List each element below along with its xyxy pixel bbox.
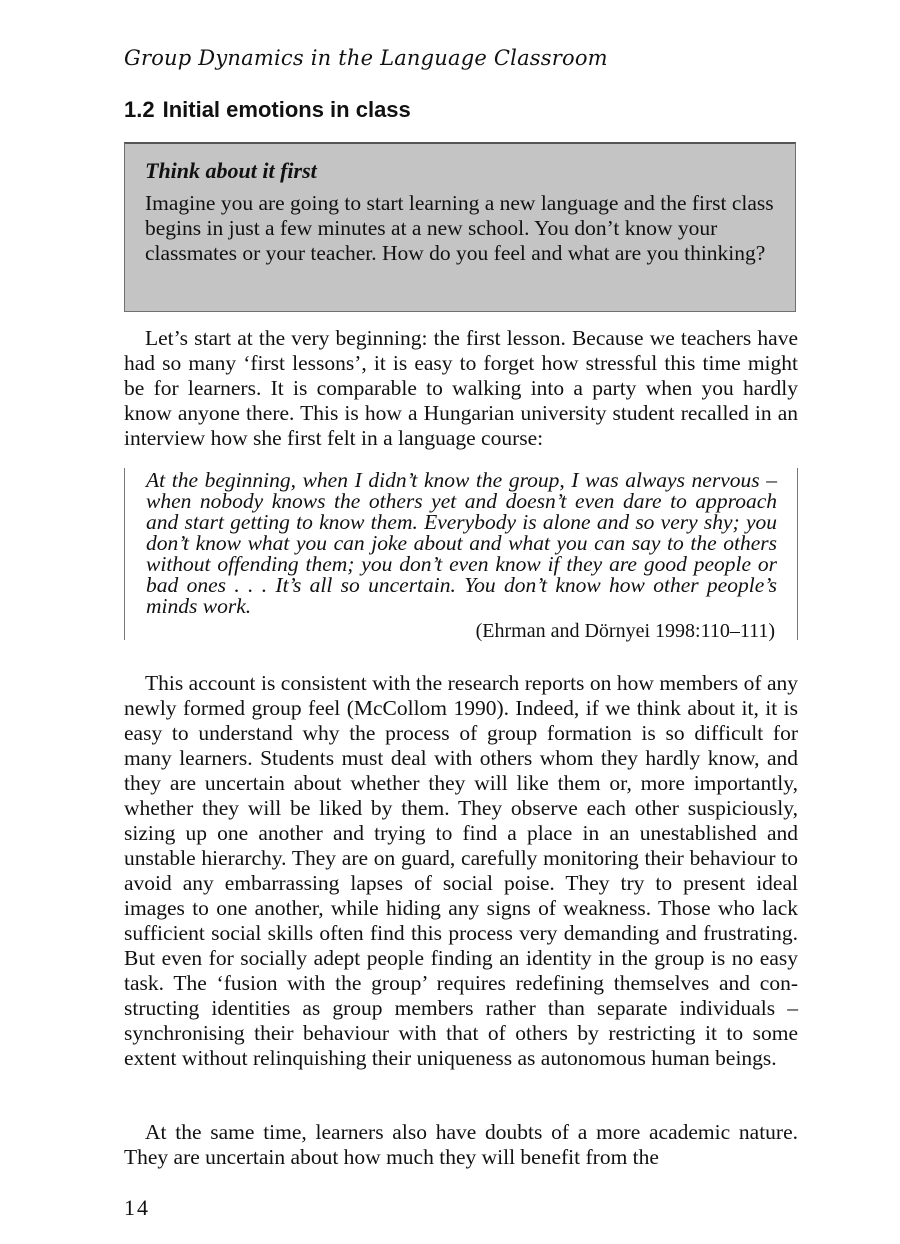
- paragraph-3: At the same time, learners also have doubts of a more academic nature. They are uncertain about how much they will benefit from the: [124, 1120, 798, 1169]
- quote-citation: (Ehrman and Dörnyei 1998:110–111): [475, 620, 775, 642]
- page-number: 14: [124, 1195, 150, 1220]
- think-about-it-box: [124, 142, 796, 312]
- paragraph-2: This account is consistent with the research reports on how members of any newly formed group feel (McCollom 1990). Indeed, if we think about it, it is easy to understand why the process of group formation is so difficult for many learners. Students must deal with others whom they hardly know, and they are uncertain about whether they will like them or, more importantly, whether they will be liked by them. They observe each other suspiciously, sizing up one another and trying to find a place in an unestablished and unstable hierarchy. They are on guard, carefully monitoring their behaviour to avoid any embarrassing lapses of social poise. They try to present ideal images to one another, while hiding any signs of weakness. Those who lack sufficient social skills often find this process very demanding and frustrating. But even for socially adept people finding an identity in the group is no easy task. The ‘fusion with the group’ requires redefining themselves and constructing identities as group members rather than separate individuals – synchronising their behaviour with that of others by restricting it to some extent without relinquishing their uniqueness as autonomous human beings.: [124, 671, 798, 1070]
- section-number: 1.2: [124, 97, 155, 122]
- section-heading: [124, 97, 411, 123]
- quote-text: At the beginning, when I didn’t know the group, I was always nervous – when nobody knows the others yet and doesn’t even dare to approach and start getting to know them. Everybody is alone and so very shy; you don’t know what you can joke about and what you can say to the others without offending them; you don’t even know if they are good people or bad ones . . . It’s all so uncertain. You don’t know how other people’s minds work.: [146, 468, 777, 618]
- think-box-text: Imagine you are going to start learning a new language and the first class begins in just a few minutes at a new school. You don’t know your classmates or your teacher. How do you feel and what are you thinking?: [145, 191, 774, 265]
- running-head: Group Dynamics in the Language Classroom: [124, 46, 608, 70]
- section-title: Initial emotions in class: [162, 97, 411, 122]
- interview-quote: [124, 468, 798, 640]
- paragraph-1: Let’s start at the very beginning: the first lesson. Because we teachers have had so many ‘first lessons’, it is easy to forget how stressful this time might be for learners. It is comparable to walking into a party when you hardly know anyone there. This is how a Hungarian university student recalled in an interview how she first felt in a language course:: [124, 326, 798, 450]
- think-box-title: Think about it first: [145, 158, 317, 183]
